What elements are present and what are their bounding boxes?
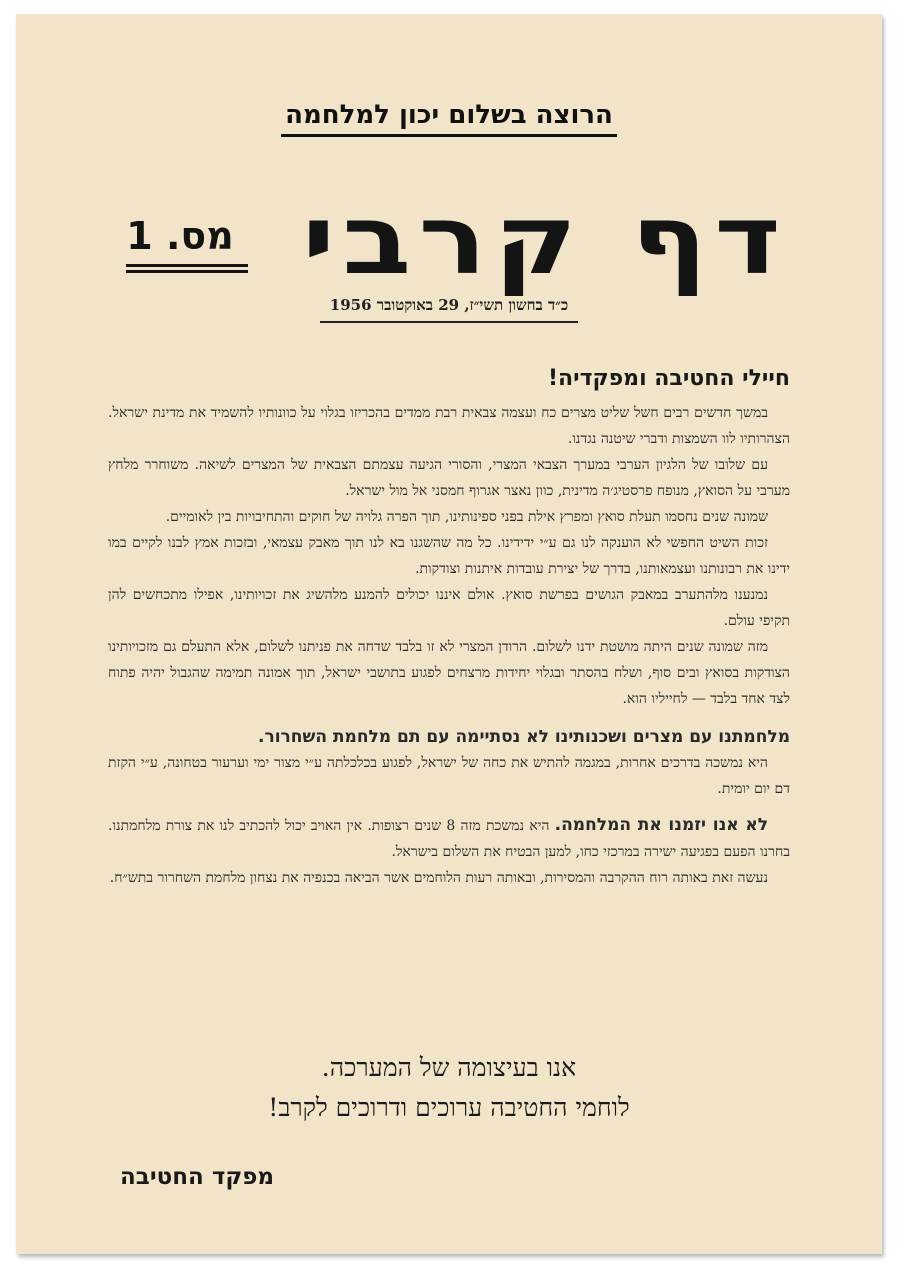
issue-underline	[126, 264, 248, 276]
provoke-paragraph-wrapper	[108, 812, 790, 865]
issue-number: מס. 1	[126, 214, 234, 258]
war-heading: מלחמתנו עם מצרים ושכנותינו לא נסתיימה עם תם מלחמת השחרור.	[258, 727, 790, 747]
closing-line: אנו בעיצומה של המערכה.	[321, 1053, 577, 1082]
dateline	[16, 296, 882, 323]
paragraph: עם שלובו של הלגיון הערבי במערך הצבאי המצרי, והסורי הגיעה עצמתם הצבאית של המצרים לשיאה. משוחרר מלחץ מערבי על הסואץ, מנופח פרסטיג׳ה מדינית, כוון נאצר אגרוף חמסני אל מול ישראל.	[108, 457, 790, 499]
motto-header	[16, 100, 882, 137]
paragraph: מזה שמונה שנים היתה מושטת ידנו לשלום. הרודן המצרי לא זו בלבד שדחה את פניתנו לשלום, אלא התעלם גם מזכויותינו הצודקות בסואץ ובים סוף, ושלח בהסתר ובגלוי יחידות מרצחים לפגוע בתושבי ישראל, תוך אמונה תמימה שהגבול יהיה פתוח לצד אחד בלבד — לחייליו הוא.	[108, 639, 790, 707]
paragraph: זכות השיט החפשי לא הוענקה לנו גם ע״י ידידינו. כל מה שהשגנו בא לנו תוך מאבק עצמאי, ובזכות אמץ לבנו לקיים במו ידינו את רבונותנו ועצמאותנו, בדרך של יצירת עובדות איתנות וצודקות.	[108, 535, 790, 577]
paragraph: שמונה שנים נחסמו תעלת סואץ ומפרץ אילת בפני ספינותינו, תוך הפרה גלויה של חוקים והתחיבויות בין לאומיים.	[165, 509, 768, 525]
greeting-heading: חיילי החטיבה ומפקדיה!	[547, 366, 790, 391]
provoke-paragraph: היא נמשכת מזה 8 שנים רצופות. אין האויב יכול להכתיב לנו את צורת מלחמתנו. בחרנו הפעם בפגיעה ישירה במרכזי כחו, למען הבטיח את השלום בישראל.	[108, 818, 790, 860]
closing-slogan	[16, 1048, 882, 1128]
masthead-title: דף קרבי	[301, 184, 788, 296]
war-paragraph: היא נמשכה בדרכים אחרות, במגמה להתיש את כחה של ישראל, לפגוע בכלכלתה ע״י מצור ימי וערעור בטחונה, ע״י הקזת דם יום יומית.	[108, 755, 790, 797]
dateline-text: כ״ד בחשון תשי״ז, 29 באוקטובר 1956	[320, 296, 578, 323]
final-paragraph: נעשה זאת באותה רוח ההקרבה והמסירות, ובאותה רעות הלוחמים אשר הביאה בכנפיה את נצחון מלחמת השחרור בתש״ח.	[109, 870, 768, 886]
leaflet-page	[16, 14, 882, 1254]
closing-line: לוחמי החטיבה ערוכים ודרוכים לקרב!	[268, 1093, 630, 1122]
motto-text: הרוצה בשלום יכון למלחמה	[281, 100, 617, 137]
leaflet-body	[108, 364, 790, 891]
paragraph: נמנענו מלהתערב במאבק הגושים בפרשת סואץ. אולם איננו יכולים להמנע מלהשיג את זכויותינו, אפילו מתכחשים להן תקיפי עולם.	[108, 587, 790, 629]
signature: מפקד החטיבה	[120, 1164, 275, 1190]
paragraph: במשך חדשים רבים חשל שליט מצרים כח ועצמה צבאית רבת ממדים בהכריזו בגלוי על כוונותיו להשמיד את מדינת ישראל. הצהרותיו לוו השמצות ודברי שיטנה נגדנו.	[108, 405, 790, 447]
provoke-lead: לא אנו יזמנו את המלחמה.	[554, 815, 768, 835]
